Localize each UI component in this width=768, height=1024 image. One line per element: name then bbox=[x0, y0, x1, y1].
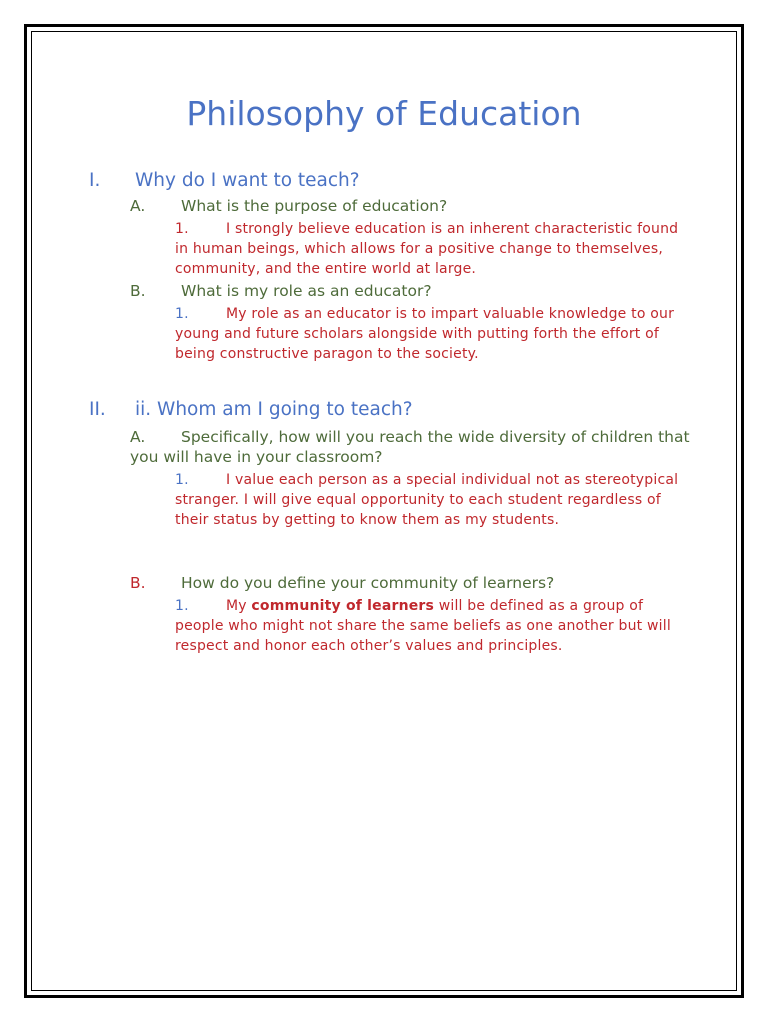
item-2b-answer-pre: My bbox=[226, 598, 252, 614]
item-1b-answer-text: My role as an educator is to impart valuable knowledge to our young and future scholars alongside with putting forth the effort of being constructive paragon to the society. bbox=[175, 306, 675, 362]
item-2b-text: How do you define your community of learners? bbox=[181, 574, 555, 592]
item-2a-answer-number: 1. bbox=[175, 472, 189, 488]
item-2b-letter: B. bbox=[130, 574, 146, 592]
section-1-title: Why do I want to teach? bbox=[135, 170, 360, 191]
item-2b-answer-number: 1. bbox=[175, 598, 189, 614]
item-2b-answer bbox=[175, 596, 695, 656]
item-1b-answer bbox=[175, 304, 695, 364]
item-2a-answer-text: I value each person as a special individual not as stereotypical stranger. I will give equal opportunity to each student regardless of their status by getting to know them as my students. bbox=[175, 472, 679, 528]
section-2-title: ii. Whom am I going to teach? bbox=[135, 399, 413, 420]
item-2a-answer bbox=[175, 470, 695, 530]
item-1b-letter: B. bbox=[130, 282, 146, 300]
item-2a-letter: A. bbox=[130, 428, 146, 446]
section-2-numeral: II. bbox=[89, 399, 106, 420]
item-2b-answer-post: will be defined as a group of people who might not share the same beliefs as one another but will respect and honor each other’s values and principles. bbox=[175, 598, 671, 654]
item-1a-answer-text: I strongly believe education is an inherent characteristic found in human beings, which allows for a positive change to themselves, community, and the entire world at large. bbox=[175, 221, 679, 277]
item-1a-answer bbox=[175, 219, 695, 279]
item-1b-answer-number: 1. bbox=[175, 306, 189, 322]
item-2a-text: Specifically, how will you reach the wide diversity of children that you will have in your classroom? bbox=[130, 428, 690, 466]
document-title: Philosophy of Education bbox=[186, 94, 582, 133]
item-2a-question bbox=[130, 427, 690, 467]
item-1b-text: What is my role as an educator? bbox=[181, 282, 432, 300]
item-2b-answer-bold: community of learners bbox=[251, 598, 435, 614]
item-1a-answer-number: 1. bbox=[175, 221, 189, 237]
section-1-numeral: I. bbox=[89, 170, 101, 191]
item-1a-letter: A. bbox=[130, 197, 146, 215]
item-1a-text: What is the purpose of education? bbox=[181, 197, 448, 215]
